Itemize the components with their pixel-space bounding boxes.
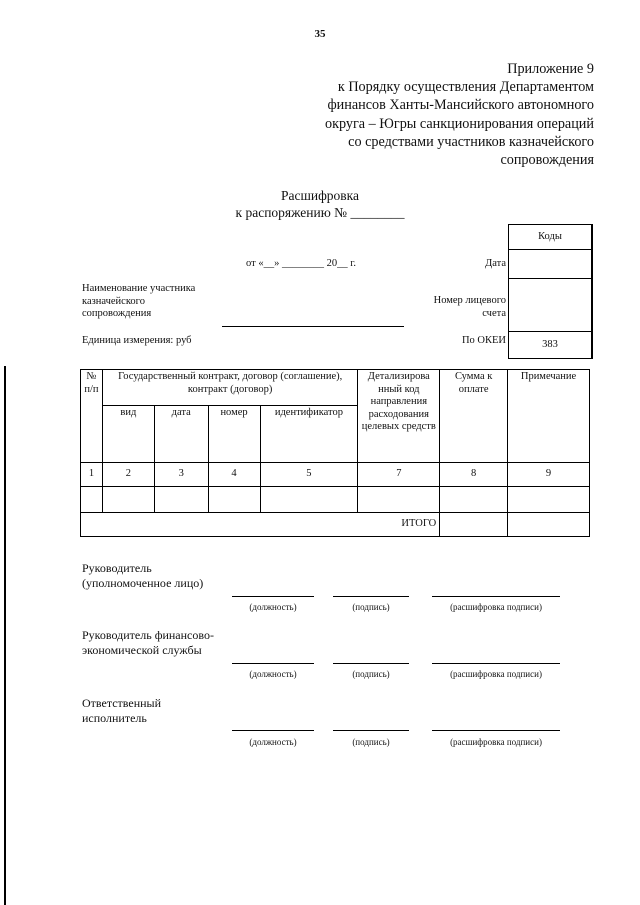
subheader-date: дата [154, 406, 208, 463]
appendix-line: Приложение 9 [507, 61, 594, 77]
col-number: 2 [102, 463, 154, 487]
decoding-caption: (расшифровка подписи) [450, 669, 542, 679]
total-sum-cell[interactable] [440, 513, 508, 537]
appendix-line: финансов Ханты-Мансийского автономного [327, 97, 594, 114]
codes-box [508, 224, 593, 359]
signature-label-line: экономической службы [82, 643, 202, 657]
signature-label-executor [82, 696, 161, 726]
header-sum: Сумма к оплате [440, 370, 508, 463]
signature-caption: (подпись) [352, 737, 390, 747]
codes-okei-cell: 383 [509, 331, 591, 358]
document-title [0, 187, 640, 221]
signature-caption: (подпись) [352, 602, 390, 612]
table-cell[interactable] [102, 487, 154, 513]
header-contract: Государственный контракт, договор (соглашение), контракт (договор) [102, 370, 357, 406]
position-line[interactable] [232, 596, 314, 597]
signature-decoding-line[interactable] [432, 663, 560, 664]
signature-line[interactable] [333, 663, 409, 664]
signature-decoding-line[interactable] [432, 730, 560, 731]
decoding-table [80, 369, 590, 537]
title-line: Расшифровка [280, 188, 360, 203]
account-label-line: Номер лицевого [433, 295, 506, 306]
col-number: 7 [358, 463, 440, 487]
signature-line[interactable] [333, 730, 409, 731]
codes-account-cell [509, 278, 591, 331]
subheader-number: номер [208, 406, 260, 463]
signature-label-head [82, 561, 203, 591]
title-subline: к распоряжению № ________ [235, 205, 405, 220]
signature-line[interactable] [333, 596, 409, 597]
appendix-line: со средствами участников казначейского [348, 133, 594, 150]
total-note-cell[interactable] [508, 513, 590, 537]
signature-caption: (подпись) [352, 669, 390, 679]
account-label-line: счета [482, 307, 506, 319]
position-caption: (должность) [249, 602, 297, 612]
signature-label-line: Ответственный [82, 696, 162, 710]
table-cell[interactable] [508, 487, 590, 513]
subheader-identifier: идентификатор [260, 406, 358, 463]
position-line[interactable] [232, 663, 314, 664]
participant-label-line: Наименование участника [82, 283, 196, 294]
col-number: 5 [260, 463, 358, 487]
signature-label-line: (уполномоченное лицо) [82, 576, 204, 590]
appendix-line: округа – Югры санкционирования операций [325, 115, 594, 132]
col-number: 4 [208, 463, 260, 487]
table-cell[interactable] [81, 487, 103, 513]
signature-label-line: Руководитель финансово- [82, 628, 214, 642]
date-line: от «__» ________ 20__ г. [246, 258, 356, 269]
okei-label: По ОКЕИ [461, 335, 506, 346]
codes-date-cell [509, 249, 591, 278]
position-line[interactable] [232, 730, 314, 731]
position-caption: (должность) [249, 737, 297, 747]
signature-label-line: Руководитель [82, 561, 152, 575]
signature-label-finance [82, 628, 214, 658]
col-number: 9 [508, 463, 590, 487]
table-cell[interactable] [208, 487, 260, 513]
participant-label-line: сопровождения [82, 308, 152, 319]
header-num: № п/п [81, 370, 103, 463]
total-label: ИТОГО [81, 513, 440, 537]
appendix-line: к Порядку осуществления Департаментом [337, 79, 594, 96]
header-detail: Детализирова нный код направления расходования целевых средств [358, 370, 440, 463]
participant-label [82, 283, 195, 321]
subheader-type: вид [102, 406, 154, 463]
account-label [400, 295, 506, 320]
unit-label: Единица измерения: руб [82, 335, 192, 346]
total-row [81, 513, 590, 537]
position-caption: (должность) [249, 669, 297, 679]
margin-bar [4, 366, 6, 905]
signature-decoding-line[interactable] [432, 596, 560, 597]
decoding-caption: (расшифровка подписи) [450, 602, 542, 612]
col-number: 8 [440, 463, 508, 487]
col-number: 3 [154, 463, 208, 487]
header-note: Примечание [508, 370, 590, 463]
page-number: 35 [314, 28, 326, 40]
col-number: 1 [81, 463, 103, 487]
column-numbers-row [81, 463, 590, 487]
table-cell[interactable] [440, 487, 508, 513]
signature-label-line: исполнитель [82, 711, 147, 725]
codes-header: Коды [538, 231, 562, 242]
table-row [81, 487, 590, 513]
appendix-line: сопровождения [500, 152, 594, 169]
table-cell[interactable] [358, 487, 440, 513]
participant-underline [222, 326, 404, 327]
table-cell[interactable] [260, 487, 358, 513]
decoding-caption: (расшифровка подписи) [450, 737, 542, 747]
table-cell[interactable] [154, 487, 208, 513]
appendix-header [264, 60, 594, 169]
participant-label-line: казначейского [82, 295, 145, 307]
date-label: Дата [485, 258, 506, 269]
